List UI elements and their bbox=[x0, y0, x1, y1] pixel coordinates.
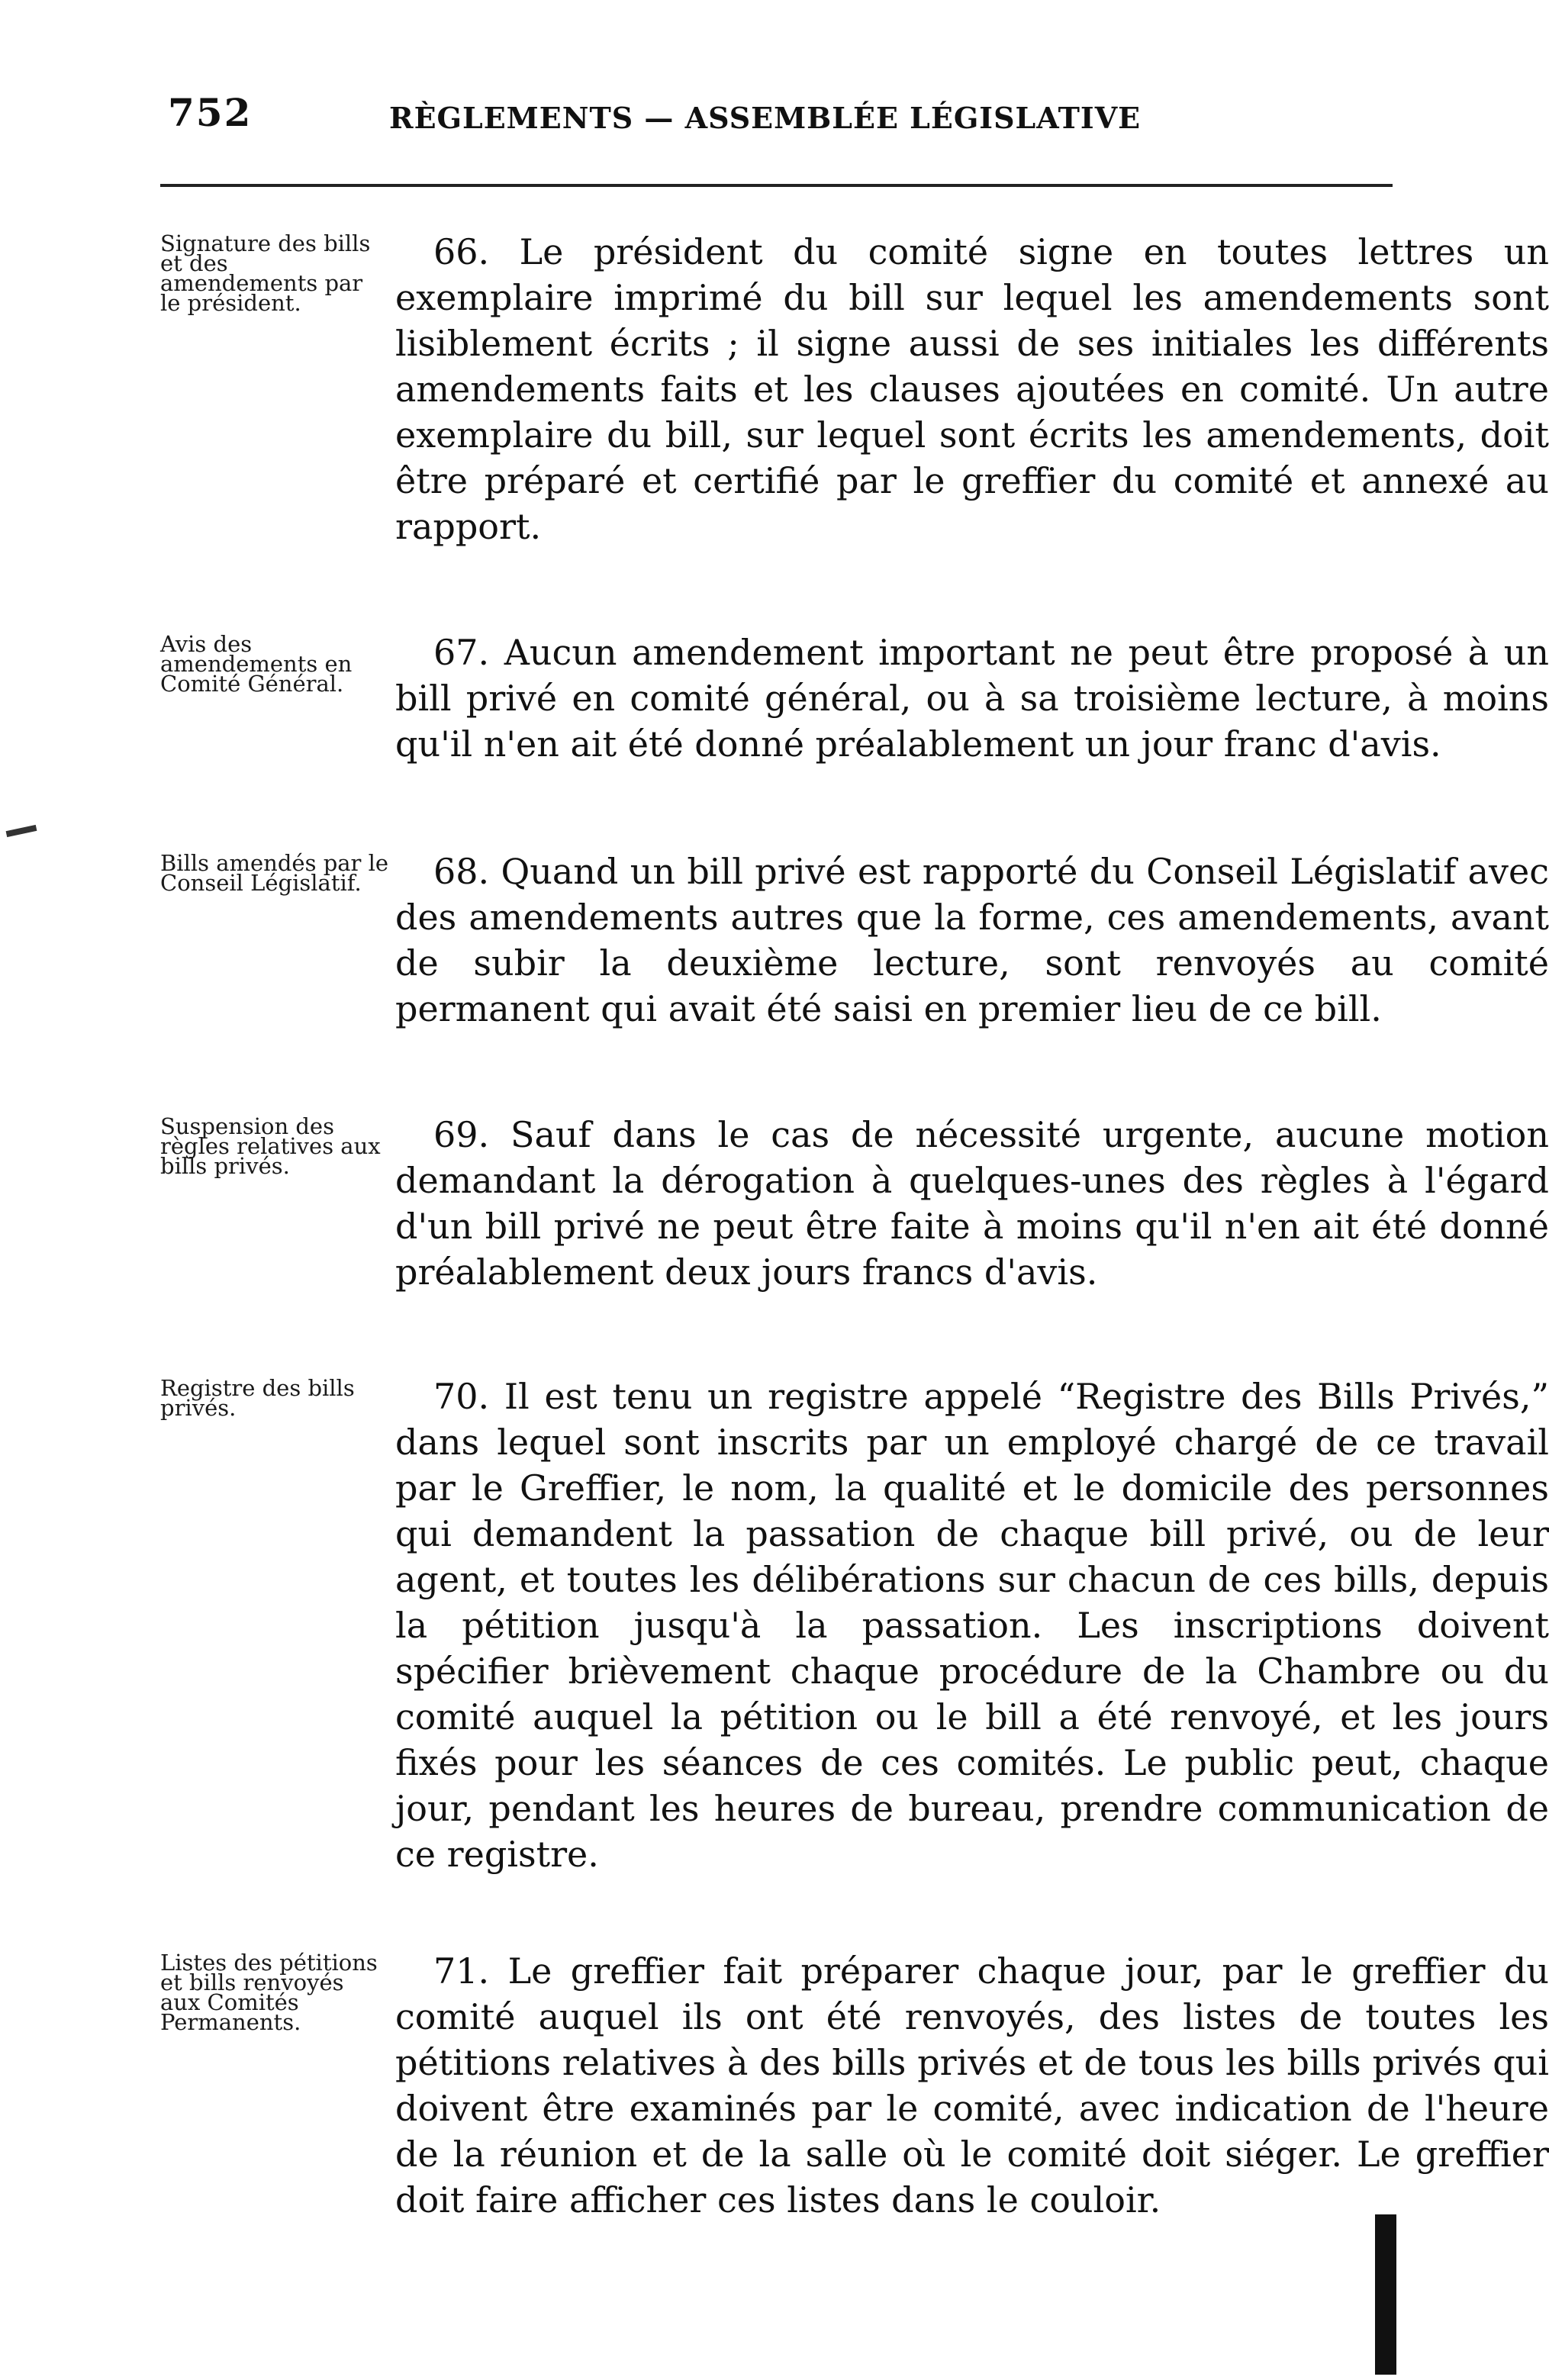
article-text bbox=[395, 849, 1549, 1032]
margin-note: Bills amendés par le Conseil Législatif. bbox=[160, 850, 389, 896]
article-66 bbox=[160, 229, 1549, 565]
page-header bbox=[168, 90, 1297, 151]
margin-note: Signature des bills et des amendements par le président. bbox=[160, 230, 371, 316]
article-text bbox=[395, 229, 1549, 549]
article-70 bbox=[160, 1374, 1549, 1923]
header-rule bbox=[160, 184, 1393, 187]
article-67 bbox=[160, 630, 1549, 820]
margin-note: Suspension des règles relatives aux bills privés. bbox=[160, 1113, 381, 1179]
margin-note: Avis des amendements en Comité Général. bbox=[160, 631, 353, 697]
article-body: Quand un bill privé est rapporté du Conseil Législatif avec des amendements autres que la forme, ces amendements, avant de subir la deuxième lecture, sont renvoyés au comité permanent qui avait été saisi en premier lieu de ce bill. bbox=[395, 851, 1549, 1029]
article-body: Sauf dans le cas de nécessité urgente, aucune motion demandant la dérogation à quelques-unes des règles à l'égard d'un bill privé ne peut être faite à moins qu'il n'en ait été donné préalablement deux jours francs d'avis. bbox=[395, 1114, 1549, 1293]
article-69 bbox=[160, 1112, 1549, 1356]
ink-speck bbox=[6, 825, 37, 837]
article-body: Il est tenu un registre appelé “Registre des Bills Privés,” dans lequel sont inscrits par un employé chargé de ce travail par le Greffier, le nom, la qualité et le domicile des personnes qui demandent la passation de chaque bill privé, ou de leur agent, et toutes les délibérations sur chacun de ces bills, depuis la pétition jusqu'à la passation. Les inscriptions doivent spécifier brièvement chaque procédure de la Chambre ou du comité auquel la pétition ou le bill a été renvoyé, et les jours fixés pour les séances de ces comités. Le public peut, chaque jour, pendant les heures de bureau, prendre communication de ce registre. bbox=[395, 1376, 1549, 1875]
article-number: 66. bbox=[433, 231, 490, 272]
article-number: 70. bbox=[433, 1376, 490, 1417]
article-68 bbox=[160, 849, 1549, 1093]
edge-bar bbox=[1375, 2214, 1396, 2375]
margin-note: Registre des bills privés. bbox=[160, 1375, 355, 1421]
article-text bbox=[395, 1112, 1549, 1295]
article-body: Le président du comité signe en toutes lettres un exemplaire imprimé du bill sur lequel les amendements sont lisiblement écrits ; il signe aussi de ses initiales les différents amendements faits et les clauses ajoutées en comité. Un autre exemplaire du bill, sur lequel sont écrits les amendements, doit être préparé et certifié par le greffier du comité et annexé au rapport. bbox=[395, 231, 1549, 547]
article-71 bbox=[160, 1948, 1549, 2269]
article-text bbox=[395, 1948, 1549, 2223]
page-number: 752 bbox=[168, 90, 253, 135]
article-body: Aucun amendement important ne peut être proposé à un bill privé en comité général, ou à sa troisième lecture, à moins qu'il n'en ait été donné préalablement un jour franc d'avis. bbox=[395, 632, 1549, 765]
article-text bbox=[395, 630, 1549, 767]
article-number: 71. bbox=[433, 1950, 490, 1992]
article-number: 68. bbox=[433, 851, 490, 892]
article-text bbox=[395, 1374, 1549, 1877]
margin-note: Listes des pétitions et bills renvoyés aux Comités Permanents. bbox=[160, 1950, 378, 2035]
article-number: 69. bbox=[433, 1114, 490, 1155]
article-body: Le greffier fait préparer chaque jour, par le greffier du comité auquel ils ont été renvoyés, des listes de toutes les pétitions relatives à des bills privés et de tous les bills privés qui doivent être examinés par le comité, avec indication de l'heure de la réunion et de la salle où le comité doit siéger. Le greffier doit faire afficher ces listes dans le couloir. bbox=[395, 1950, 1549, 2221]
running-title: RÈGLEMENTS — ASSEMBLÉE LÉGISLATIVE bbox=[389, 101, 1142, 135]
article-number: 67. bbox=[433, 632, 490, 673]
